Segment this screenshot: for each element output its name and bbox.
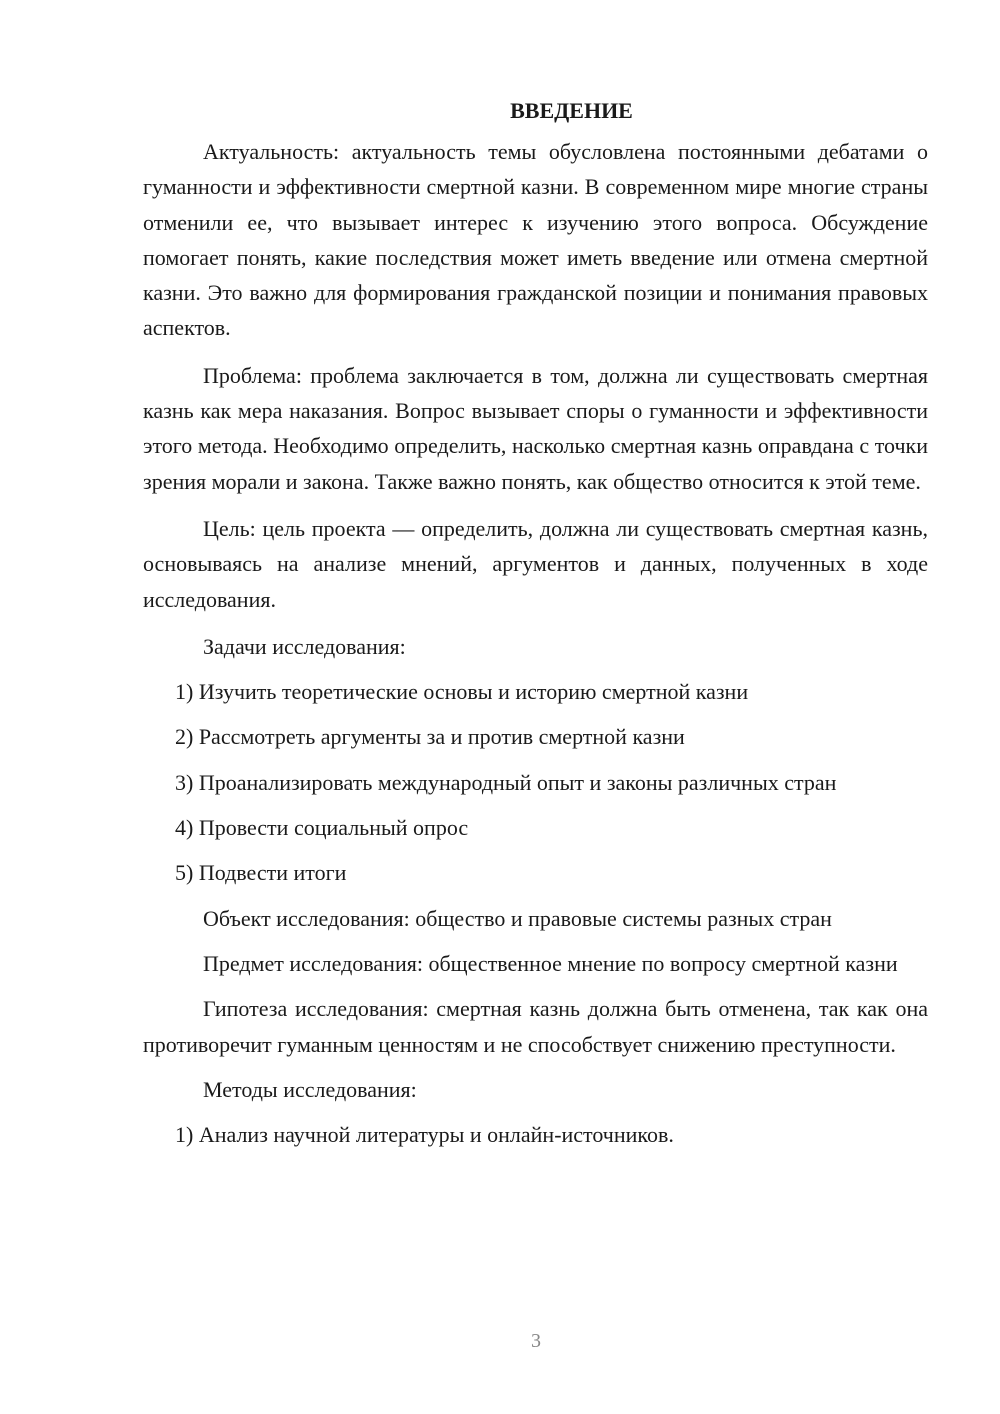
relevance-paragraph: Актуальность: актуальность темы обусловлена постоянными дебатами о гуманности и эффективности смертной казни. В современном мире многие страны отменили ее, что вызывает интерес к изучению этого вопроса. Обсуждение помогает понять, какие последствия может иметь введение или отмена смертной казни. Это важно для формирования гражданской позиции и понимания правовых аспектов. xyxy=(143,139,928,341)
tasks-heading: Задачи исследования: xyxy=(203,633,406,659)
page-title: ВВЕДЕНИЕ xyxy=(510,98,633,123)
subject-paragraph: Предмет исследования: общественное мнение по вопросу смертной казни xyxy=(203,950,898,976)
document-page xyxy=(143,93,928,1152)
methods-heading: Методы исследования: xyxy=(203,1076,417,1102)
hypothesis-paragraph: Гипотеза исследования: смертная казнь должна быть отменена, так как она противоречит гуманным ценностям и не способствует снижению преступности. xyxy=(143,996,928,1057)
list-item: 5) Подвести итоги xyxy=(175,860,347,886)
list-item: 1) Анализ научной литературы и онлайн-источников. xyxy=(175,1122,674,1148)
list-item: 1) Изучить теоретические основы и историю смертной казни xyxy=(175,679,749,705)
object-paragraph: Объект исследования: общество и правовые системы разных стран xyxy=(203,905,832,931)
list-item: 4) Провести социальный опрос xyxy=(175,815,469,841)
page-number: 3 xyxy=(531,1330,541,1352)
list-item: 2) Рассмотреть аргументы за и против смертной казни xyxy=(175,724,685,750)
list-item: 3) Проанализировать международный опыт и законы различных стран xyxy=(175,769,837,795)
problem-paragraph: Проблема: проблема заключается в том, должна ли существовать смертная казнь как мера наказания. Вопрос вызывает споры о гуманности и эффективности этого метода. Необходимо определить, насколько смертная казнь оправдана с точки зрения морали и закона. Также важно понять, как общество относится к этой теме. xyxy=(143,362,928,494)
goal-paragraph: Цель: цель проекта — определить, должна ли существовать смертная казнь, основываясь на анализе мнений, аргументов и данных, полученных в ходе исследования. xyxy=(143,515,928,612)
